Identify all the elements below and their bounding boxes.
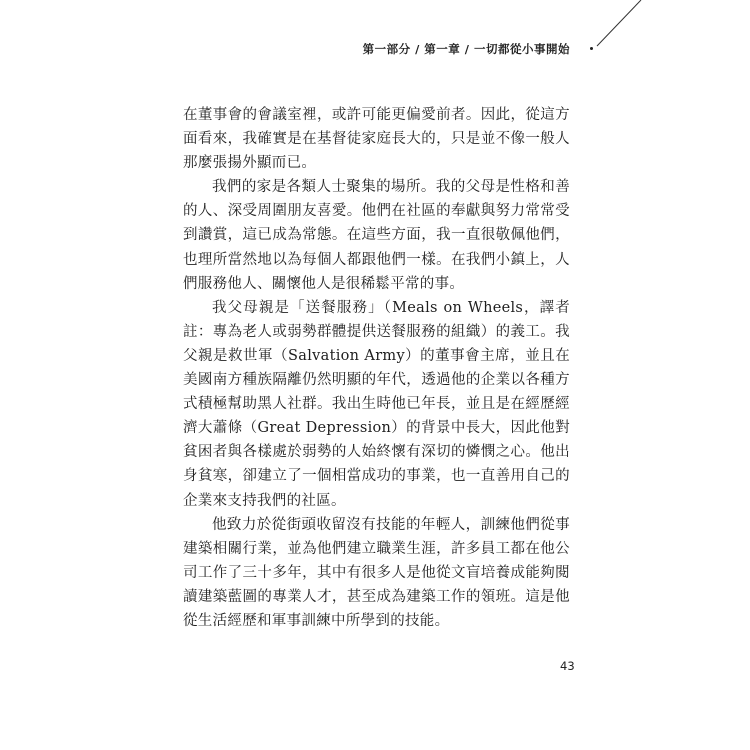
paragraph-1: 在董事會的會議室裡，或許可能更偏愛前者。因此，從這方面看來，我確實是在基督徒家庭長大的，只是並不像一般人那麼張揚外顯而已。 — [183, 107, 570, 172]
paragraph-4: 他致力於從街頭收留沒有技能的年輕人，訓練他們從事建築相關行業，並為他們建立職業生涯，許多員工都在他公司工作了三十多年，其中有很多人是他從文盲培養成能夠閱讀建築藍圖的專業人才，甚至成為建築工作的領班。這是他從生活經歷和軍事訓練中所學到的技能。 — [183, 516, 570, 629]
body-text — [183, 103, 570, 633]
running-header: 第一部分 / 第一章 / 一切都從小事開始 — [362, 42, 570, 56]
corner-decorative-line — [0, 0, 750, 120]
header-dot — [590, 47, 593, 50]
paragraph-3: 我父母親是「送餐服務」（Meals on Wheels，譯者註：專為老人或弱勢群體提供送餐服務的組織）的義工。我父親是救世軍（Salvation Army）的董事會主席，並且在美國南方種族隔離仍然明顯的年代，透過他的企業以各種方式積極幫助黑人社群。我出生時他已年長，並且是在經歷經濟大蕭條（Great Depression）的背景中長大，因此他對貧困者與各樣處於弱勢的人始終懷有深切的憐憫之心。他出身貧寒，卻建立了一個相當成功的事業，也一直善用自己的企業來支持我們的社區。 — [183, 299, 570, 509]
page-number: 43 — [560, 659, 575, 673]
paragraph-2: 我們的家是各類人士聚集的場所。我的父母是性格和善的人、深受周圍朋友喜愛。他們在社區的奉獻與努力常常受到讚賞，這已成為常態。在這些方面，我一直很敬佩他們，也理所當然地以為每個人都跟他們一樣。在我們小鎮上，人們服務他人、關懷他人是很稀鬆平常的事。 — [183, 179, 570, 292]
